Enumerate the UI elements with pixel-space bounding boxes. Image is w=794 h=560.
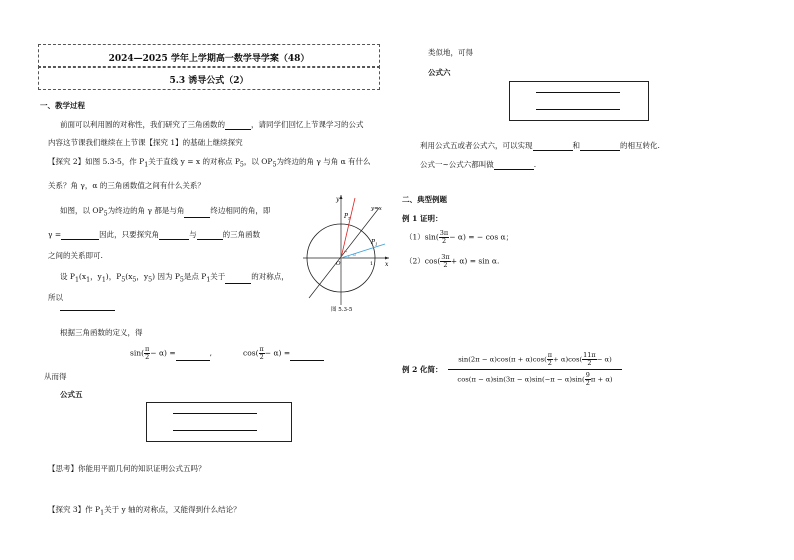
sin-formula: sin( $\frac{\pi}{2}$ − α) = ,: [130, 345, 213, 361]
expression-denominator: cos(π − α)sin(3π − α)sin(−π − α)sin( $\frac{9}{2}$ π + α): [457, 371, 613, 387]
answer-line[interactable]: [60, 310, 115, 311]
y-axis-arrow-icon: [340, 195, 343, 199]
example-2-expression: [448, 352, 622, 387]
explore-3: 【探究 3】作 $P_1$关于 y 轴的对称点，又能得到什么结论？: [48, 505, 241, 517]
think-question: 【思考】你能用平面几何的知识证明公式五吗？: [48, 464, 206, 473]
example-1-title: 例 1 证明：: [402, 214, 443, 223]
answer-line[interactable]: [536, 109, 620, 110]
paragraph-4: 如图，以 $OP_5$为终边的角 γ 都是与角 终边相同的角，即: [60, 206, 271, 218]
use-formula-text: 利用公式五或者公式六，可以实现 和 的相互转化.: [420, 141, 660, 150]
paragraph-9: 根据三角函数的定义，得: [60, 328, 143, 337]
formula-5-label: 公式五: [60, 390, 83, 399]
blank[interactable]: [225, 121, 251, 130]
label-p5: $P_5$: [344, 213, 351, 221]
header-subtitle-box: [38, 66, 380, 90]
blank[interactable]: [494, 161, 534, 170]
blank[interactable]: [61, 231, 99, 240]
page-subtitle: 5.3 诱导公式（2）: [169, 76, 249, 86]
label-y-eq-x: y=x: [371, 206, 382, 212]
paragraph-8: 所以: [48, 293, 63, 302]
label-origin: O: [336, 261, 341, 267]
blank[interactable]: [290, 352, 324, 361]
answer-line[interactable]: [173, 413, 257, 414]
paragraph-7: 设 $P_1(x_1$，$y_1$)，$P_5(x_5$，$y_5$) 因为 $P_5$是点 $P_1$关于 的对称点，: [60, 272, 289, 284]
angle-gamma-arc: [344, 251, 347, 252]
formula-5-box: [146, 402, 292, 442]
terminal-side-op1: [341, 244, 385, 258]
paragraph-5: γ = 因此，只要探究角 与 的三角函数: [48, 230, 261, 239]
from-text: 从而得: [44, 372, 67, 381]
paragraph-1: 前面可以利用圆的对称性，我们研究了三角函数的 ，请同学们回忆上节课学习的公式: [60, 120, 364, 129]
header-title-box: [38, 44, 380, 68]
page-title: 2024—2025 学年上学期高一数学导学案（48）: [108, 54, 310, 64]
section-examples: 二、典型例题: [402, 195, 447, 204]
label-x: x: [385, 261, 389, 268]
unit-circle-figure: [295, 190, 395, 316]
blank[interactable]: [533, 142, 573, 151]
answer-line[interactable]: [173, 430, 257, 431]
formula-6-label: 公式六: [428, 68, 451, 77]
collect-text: 公式一~公式六都叫做 .: [420, 160, 537, 169]
label-unit: 1: [370, 261, 374, 267]
figure-caption: 图 5.3-5: [331, 307, 353, 313]
blank[interactable]: [197, 231, 223, 240]
explore-2: 【探究 2】如图 5.3-5，作 $P_1$关于直线 y = x 的对称点 $P_5$，以 $OP_5$为终边的角 γ 与角 α 有什么: [48, 157, 371, 169]
cos-formula: cos( $\frac{\pi}{2}$ − α) =: [243, 346, 324, 361]
similar-text: 类似地，可得: [428, 48, 473, 57]
section-teaching-process: 一、教学过程: [40, 101, 85, 110]
line-y-equals-x: [309, 208, 379, 298]
x-axis-arrow-icon: [385, 257, 389, 260]
label-y: y: [336, 196, 340, 203]
blank[interactable]: [159, 231, 189, 240]
answer-line[interactable]: [536, 92, 620, 93]
label-p1: $P_1$: [371, 239, 378, 247]
blank[interactable]: [580, 142, 620, 151]
formula-6-box: [509, 81, 649, 121]
blank[interactable]: [176, 352, 210, 361]
blank[interactable]: [225, 275, 251, 284]
paragraph-1b: 内容这节课我们继续在上节课【探究 1】的基础上继续探究: [48, 138, 243, 147]
blank[interactable]: [184, 209, 210, 218]
explore-2-question: 关系？角 γ，α 的三角函数值之间有什么关系？: [48, 181, 205, 190]
label-alpha: α: [353, 253, 357, 258]
example-1-item-2: （2）cos( $\frac{3\pi}{2}$ + α) = sin α.: [405, 253, 500, 269]
paragraph-6: 之间的关系即可.: [48, 251, 103, 260]
example-1-item-1: （1）sin( $\frac{3\pi}{2}$ − α) = − cos α；: [405, 229, 514, 245]
terminal-side-op5: [341, 198, 355, 258]
expression-numerator: sin(2π − α)cos(π + α)cos( $\frac{\pi}{2}$ + α)cos( $\frac{11\pi}{2}$ − α): [448, 352, 622, 370]
example-2-title: 例 2 化简：: [402, 365, 443, 374]
